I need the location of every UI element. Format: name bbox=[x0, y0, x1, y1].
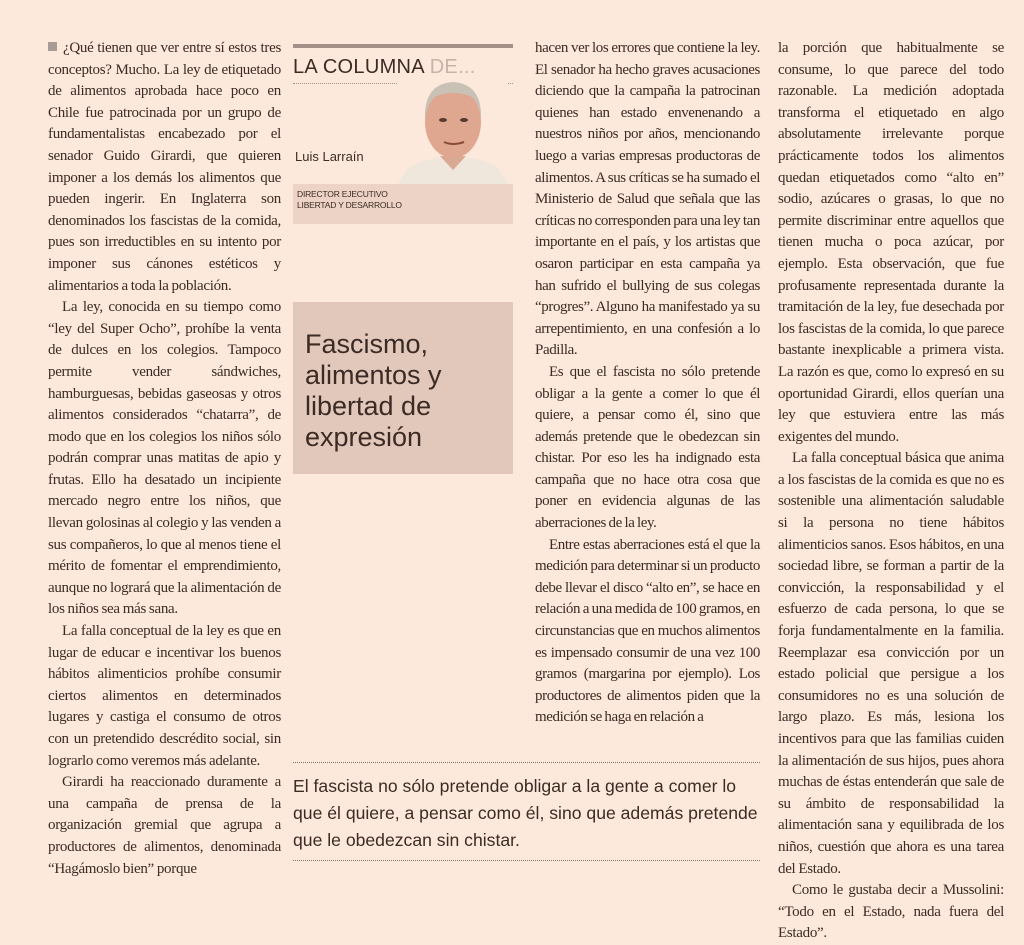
paragraph: La ley, conocida en su tiempo como “ley del Super Ocho”, prohíbe la venta de dulces en los colegios. Tampoco permite vender sándwiches, hamburguesas, bebidas gaseosas y otros alimentos considerados “chatarra”, de modo que en los colegios los niños sólo podrán comprar unas matitas de apio y frutas. Ello ha desatado un incipiente mercado negro entre los niños, que llevan golosinas al colegio y las venden a sus compañeros, lo que al menos tiene el mérito de fomentar el emprendimiento, aunque no logrará que la alimentación de los niños sea más sana. bbox=[48, 299, 281, 618]
paragraph bbox=[48, 38, 281, 297]
author-role bbox=[293, 184, 513, 224]
paragraph-text: ¿Qué tienen que ver entre sí estos tres conceptos? Mucho. La ley de etiquetado de alimentos aprobada hace poco en Chile fue patrocinada por un grupo de fundamentalistas encabezado por el senador Guido Girardi, que quieren imponer a los demás los alimentos que pueden ingerir. En Inglaterra son denominados los fascistas de la comida, pues son irreductibles en su intento por imponer sus cánones estéticos y alimentarios a toda la población. bbox=[48, 40, 281, 294]
column-3 bbox=[535, 38, 760, 729]
paragraph: la porción que habitualmente se consume, lo que parece del todo razonable. La medición adoptada transforma el etiquetado en algo absolutamente irrelevante porque prácticamente todos los alimentos quedan etiquetados como “alto en” sodio, azúcares o grasas, lo que no permite discriminar entre aquellos que tienen mucha o poca azúcar, por ejemplo. Esta observación, que fue profusamente representada durante la tramitación de la ley, fue desechada por los fascistas de la comida, lo que parece bastante inexplicable a primera vista. La razón es que, como lo expresó en su oportunidad Girardi, ellos querían una ley que estuviera entre las más exigentes del mundo. bbox=[778, 40, 1004, 445]
paragraph: Es que el fascista no sólo pretende obligar a la gente a comer lo que él quiere, a pensar como él, sino que además pretende que le obedezcan sin chistar. Por eso les ha indignado esta campaña que no hace otra cosa que poner en evidencia algunas de las aberraciones de la ley. bbox=[535, 363, 760, 532]
kicker-suffix: DE... bbox=[429, 56, 476, 78]
column-1 bbox=[48, 38, 281, 880]
column-header-sidebar bbox=[293, 44, 513, 452]
author-photo bbox=[398, 70, 508, 184]
author-name: Luis Larraín bbox=[295, 149, 364, 164]
top-rule bbox=[293, 44, 513, 48]
pull-quote: El fascista no sólo pretende obligar a la gente a comer lo que él quiere, a pensar como él, sino que además pretende que le obedezcan sin chistar. bbox=[293, 762, 760, 861]
kicker-text: LA COLUMNA bbox=[293, 56, 424, 78]
column-4 bbox=[778, 38, 1004, 945]
paragraph: hacen ver los errores que contiene la ley. El senador ha hecho graves acusaciones diciendo que la campaña la patrocinan quienes han estado envenenando a nuestros niños por años, mencionando luego a varias empresas productoras de alimentos. A sus críticas se ha sumado el Ministerio de Salud que señala que las críticas no corresponden para una ley tan importante en el país, y los artistas que osaron participar en esta campaña ya han sufrido el bullying de sus colegas “progres”. Alguno ha manifestado ya su arrepentimiento, en una confesión a lo Padilla. bbox=[535, 40, 760, 359]
paragraph: Entre estas aberraciones está el que la medición para determinar si un producto debe llevar el disco “alto en”, se hace en relación a una medida de 100 gramos, en circunstancias que en muchos alimentos es impensado consumir de una vez 100 gramos (margarina por ejemplo). Los productores de alimentos piden que la medición se haga en relación a bbox=[535, 536, 760, 726]
section-kicker bbox=[293, 56, 513, 79]
organization-line: LIBERTAD Y DESARROLLO bbox=[297, 200, 402, 210]
article-title: Fascismo, alimentos y libertad de expresión bbox=[293, 302, 513, 474]
paragraph: La falla conceptual de la ley es que en lugar de educar e incentivar los buenos hábitos alimenticios prohíbe consumir ciertos alimentos en determinados lugares y castiga el consumo de otros con un pretendido descrédito social, sin lograrlo como veremos más adelante. bbox=[48, 623, 281, 769]
paragraph: Como le gustaba decir a Mussolini: “Todo en el Estado, nada fuera del Estado”. bbox=[778, 882, 1004, 942]
role-line: DIRECTOR EJECUTIVO bbox=[297, 189, 388, 199]
paragraph: Girardi ha reaccionado duramente a una campaña de prensa de la organización gremial que agrupa a productores de alimentos, denominada “Hagámoslo bien” porque bbox=[48, 774, 281, 877]
bullet-square-icon bbox=[48, 42, 57, 51]
paragraph: La falla conceptual básica que anima a los fascistas de la comida es que no es sostenible una alimentación saludable si la persona no tiene hábitos alimenticios sanos. Esos hábitos, en una sociedad libre, se forman a partir de la convicción, la responsabilidad y el esfuerzo de cada persona, lo que se forja fundamentalmente en la familia. Reemplazar esa convicción por un estado policial que persigue a los consumidores no es una solución de largo plazo. Es más, lesiona los incentivos para que las familias cuiden la alimentación de sus hijos, pues ahora muchas de éstas entenderán que sale de su ámbito de responsabilidad la alimentación sana y equilibrada de los niños, cuestión que ahora es una tarea del Estado. bbox=[778, 450, 1004, 877]
